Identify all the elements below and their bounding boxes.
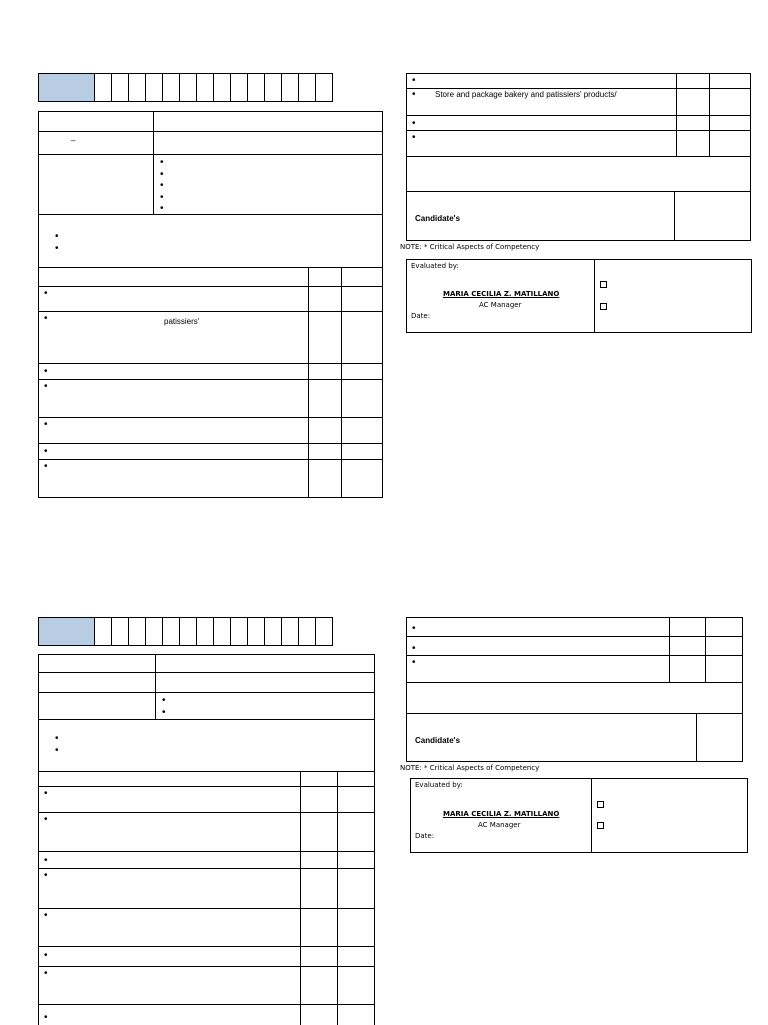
table-cell — [337, 771, 375, 787]
table-cell — [153, 111, 383, 132]
table-cell — [669, 636, 706, 656]
table-cell — [406, 617, 670, 637]
code-box — [129, 73, 146, 102]
table-cell — [38, 966, 301, 1005]
table-cell — [38, 311, 309, 364]
table-cell — [155, 654, 375, 673]
bullet: • — [55, 243, 59, 254]
bullet: • — [412, 657, 416, 668]
table-cell — [38, 1004, 301, 1025]
evaluator-role: AC Manager — [478, 821, 521, 829]
code-box — [163, 73, 180, 102]
date-label: Date: — [411, 312, 431, 320]
evaluator-role: AC Manager — [479, 301, 522, 309]
table-cell — [38, 851, 301, 869]
bullet: • — [160, 203, 164, 214]
checkbox[interactable] — [597, 801, 604, 808]
table-cell — [406, 73, 677, 89]
code-box — [282, 73, 299, 102]
candidate-label: Candidate's — [415, 736, 461, 745]
code-box — [163, 617, 180, 646]
bullet: • — [160, 180, 164, 191]
code-box — [316, 73, 333, 102]
table-cell — [308, 459, 342, 498]
bullet: • — [44, 381, 48, 392]
table-cell — [337, 946, 375, 967]
table-cell — [337, 868, 375, 909]
code-box — [248, 73, 265, 102]
bullet: • — [162, 695, 166, 706]
table-cell — [308, 286, 342, 312]
table-cell — [38, 154, 154, 215]
table-cell — [676, 130, 710, 157]
table-cell — [674, 191, 751, 241]
table-cell — [153, 131, 383, 155]
table-cell — [300, 868, 338, 909]
table-cell — [406, 713, 697, 762]
evaluator-name: MARIA CECILIA Z. MATILLANO — [443, 290, 560, 298]
table-cell — [341, 459, 383, 498]
table-cell — [705, 636, 743, 656]
table-cell — [406, 636, 670, 656]
evaluated-by-label: Evaluated by: — [411, 262, 459, 270]
bullet: • — [162, 707, 166, 718]
bullet: • — [44, 870, 48, 881]
code-box — [265, 73, 282, 102]
checkbox[interactable] — [600, 281, 607, 288]
table-cell — [341, 286, 383, 312]
bullet: • — [44, 788, 48, 799]
code-box-shaded — [38, 73, 95, 102]
table-cell — [337, 966, 375, 1005]
bullet: • — [55, 733, 59, 744]
table-cell — [676, 73, 710, 89]
code-box — [299, 617, 316, 646]
bullet: • — [44, 968, 48, 979]
code-boxes-bottom — [38, 617, 333, 646]
table-cell — [406, 191, 675, 241]
code-box — [95, 73, 112, 102]
table-cell — [341, 363, 383, 380]
code-box — [231, 73, 248, 102]
table-cell — [669, 617, 706, 637]
evaluator-cell — [410, 778, 592, 853]
table-cell — [38, 692, 156, 720]
evaluator-cell — [406, 259, 595, 333]
table-cell — [341, 311, 383, 364]
table-cell — [308, 363, 342, 380]
code-box — [112, 617, 129, 646]
table-cell — [300, 946, 338, 967]
table-cell — [341, 417, 383, 444]
table-cell — [300, 786, 338, 813]
table-cell — [337, 1004, 375, 1025]
table-cell — [38, 267, 309, 287]
table-cell — [341, 379, 383, 418]
bullet: • — [160, 192, 164, 203]
table-cell — [155, 692, 375, 720]
table-cell — [38, 868, 301, 909]
code-box — [197, 617, 214, 646]
table-cell — [38, 417, 309, 444]
table-cell — [300, 812, 338, 852]
bullet: • — [44, 313, 48, 324]
table-cell — [38, 908, 301, 947]
table-cell — [308, 417, 342, 444]
table-cell — [38, 771, 301, 787]
table-cell — [308, 443, 342, 460]
table-cell — [337, 786, 375, 813]
table-cell — [38, 131, 154, 155]
table-cell — [337, 908, 375, 947]
table-cell — [406, 682, 743, 714]
bullet: • — [44, 855, 48, 866]
table-cell — [696, 713, 743, 762]
table-cell — [705, 655, 743, 683]
bullet: • — [412, 623, 416, 634]
table-cell — [341, 267, 383, 287]
note-text: NOTE: * Critical Aspects of Competency — [400, 243, 540, 251]
code-box — [95, 617, 112, 646]
date-label: Date: — [415, 832, 435, 840]
table-cell — [300, 771, 338, 787]
task-text: Store and package bakery and patissiers' products/ — [435, 90, 617, 99]
bullet: • — [55, 231, 59, 242]
bullet: • — [412, 75, 416, 86]
table-cell — [38, 379, 309, 418]
table-cell — [406, 655, 670, 683]
table-cell — [38, 111, 154, 132]
bullet: • — [44, 814, 48, 825]
table-cell — [709, 130, 751, 157]
code-box — [231, 617, 248, 646]
dash-text: – — [71, 136, 76, 145]
table-cell — [300, 908, 338, 947]
bullet: • — [412, 118, 416, 129]
bullet: • — [44, 288, 48, 299]
table-cell — [38, 786, 301, 813]
code-box — [316, 617, 333, 646]
table-cell — [406, 130, 677, 157]
bullet: • — [44, 910, 48, 921]
table-cell — [38, 654, 156, 673]
code-box — [214, 617, 231, 646]
code-box-shaded — [38, 617, 95, 646]
table-cell — [709, 88, 751, 116]
bullet: • — [160, 169, 164, 180]
table-cell — [337, 851, 375, 869]
code-box — [197, 73, 214, 102]
bullet: • — [44, 366, 48, 377]
table-cell — [709, 73, 751, 89]
table-cell — [406, 115, 677, 131]
bullet: • — [44, 446, 48, 457]
table-cell — [406, 156, 751, 192]
bullet: • — [412, 132, 416, 143]
table-cell — [38, 812, 301, 852]
table-cell — [709, 115, 751, 131]
table-cell — [38, 946, 301, 967]
table-cell — [38, 443, 309, 460]
table-cell — [308, 267, 342, 287]
table-cell — [153, 154, 383, 215]
note-text: NOTE: * Critical Aspects of Competency — [400, 764, 540, 772]
table-cell — [669, 655, 706, 683]
checkbox[interactable] — [597, 822, 604, 829]
table-cell — [300, 851, 338, 869]
evaluator-name: MARIA CECILIA Z. MATILLANO — [443, 810, 560, 818]
patissiers-text: patissiers' — [164, 317, 200, 326]
code-boxes-top — [38, 73, 333, 102]
code-box — [265, 617, 282, 646]
table-cell — [676, 115, 710, 131]
code-box — [299, 73, 316, 102]
code-box — [248, 617, 265, 646]
code-box — [214, 73, 231, 102]
table-cell — [406, 88, 677, 116]
code-box — [112, 73, 129, 102]
candidate-label: Candidate's — [415, 214, 461, 223]
code-box — [282, 617, 299, 646]
table-cell — [155, 672, 375, 693]
result-cell — [591, 778, 748, 853]
table-cell — [308, 311, 342, 364]
bullet: • — [44, 419, 48, 430]
table-cell — [38, 459, 309, 498]
code-box — [146, 73, 163, 102]
table-cell — [308, 379, 342, 418]
table-cell — [38, 672, 156, 693]
table-cell — [38, 286, 309, 312]
result-cell — [594, 259, 752, 333]
code-box — [146, 617, 163, 646]
table-cell — [38, 363, 309, 380]
table-cell — [38, 214, 383, 268]
bullet: • — [44, 1012, 48, 1023]
table-cell — [341, 443, 383, 460]
table-cell — [300, 966, 338, 1005]
bullet: • — [160, 157, 164, 168]
table-cell — [676, 88, 710, 116]
code-box — [180, 73, 197, 102]
bullet: • — [44, 461, 48, 472]
table-cell — [337, 812, 375, 852]
bullet: • — [55, 745, 59, 756]
table-cell — [300, 1004, 338, 1025]
evaluated-by-label: Evaluated by: — [415, 781, 463, 789]
code-box — [180, 617, 197, 646]
checkbox[interactable] — [600, 303, 607, 310]
table-cell — [705, 617, 743, 637]
code-box — [129, 617, 146, 646]
bullet: • — [44, 950, 48, 961]
table-cell — [38, 719, 375, 772]
bullet: • — [412, 89, 416, 100]
bullet: • — [412, 643, 416, 654]
